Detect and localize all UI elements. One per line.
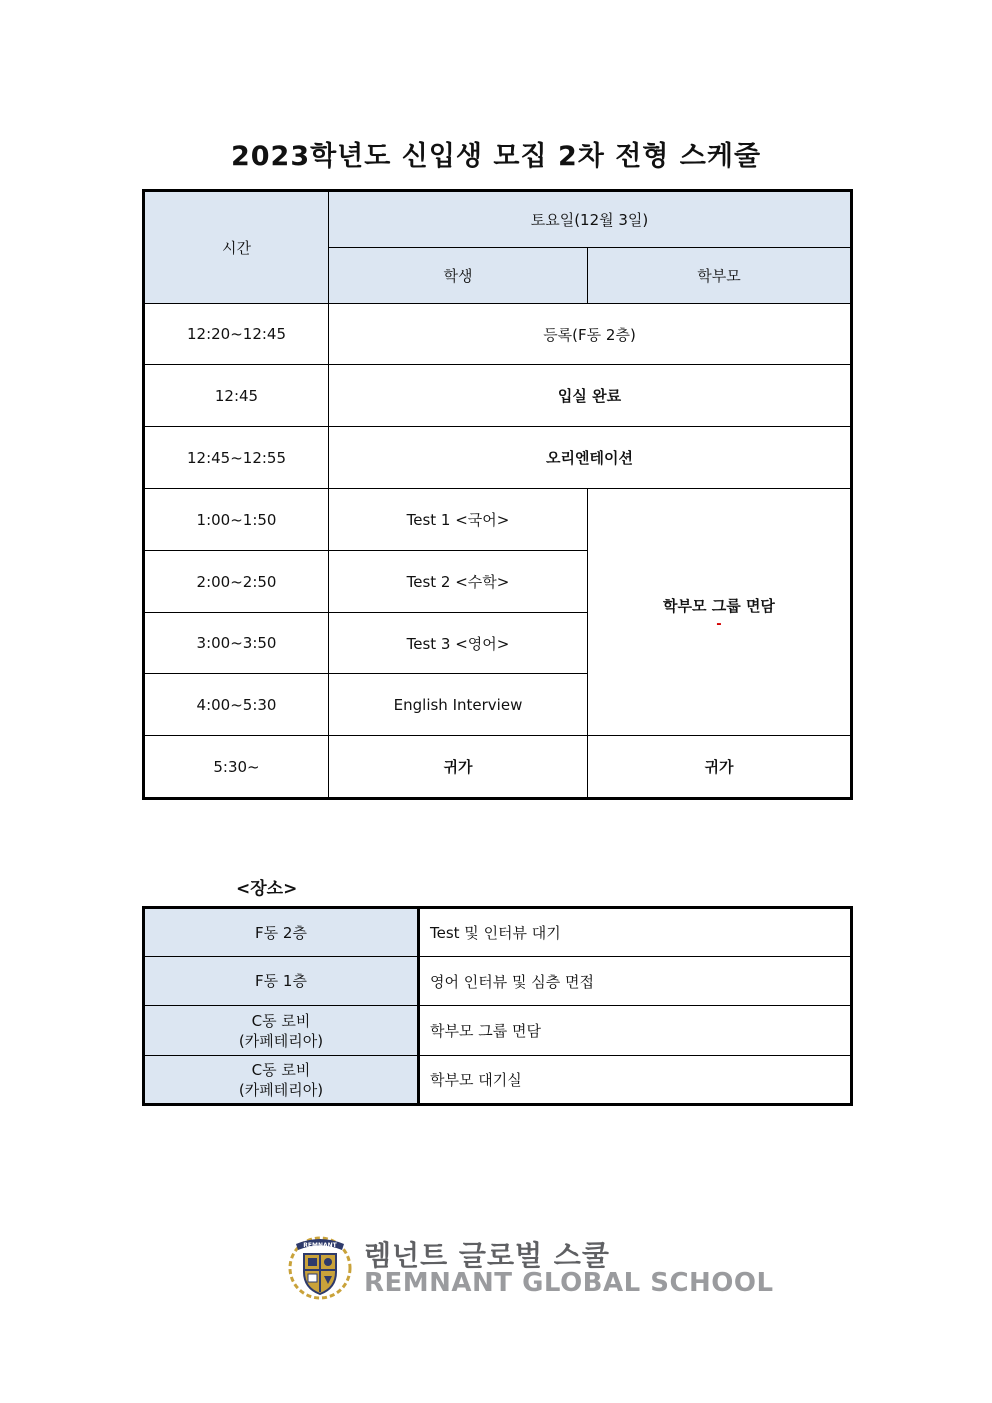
location-place [144,1056,419,1105]
table-row [144,427,852,489]
logo-korean-name: 렘넌트 글로벌 스쿨 [364,1239,610,1272]
location-purpose: 학부모 대기실 [419,1056,852,1105]
table-row [144,908,852,957]
row-activity: 오리엔테이션 [329,427,852,489]
parent-block-label: 학부모 그룹 면담 [663,596,775,615]
row-time: 3:00~3:50 [144,613,329,674]
row-activity: 입실 완료 [329,365,852,427]
header-parent: 학부모 [588,248,852,304]
row-parent: 귀가 [588,736,852,799]
header-time: 시간 [144,191,329,304]
location-place-line2: (카페테리아) [238,1080,324,1099]
parent-group-interview [588,489,852,736]
school-emblem-icon [286,1232,354,1300]
row-time: 4:00~5:30 [144,674,329,736]
row-student: Test 2 <수학> [329,551,588,613]
page-title: 2023학년도 신입생 모집 2차 전형 스케줄 [230,141,762,172]
parent-block-mark: - [716,616,722,632]
row-time: 12:20~12:45 [144,304,329,365]
header-student: 학생 [329,248,588,304]
table-row [144,957,852,1006]
row-time: 2:00~2:50 [144,551,329,613]
header-day: 토요일(12월 3일) [329,191,852,248]
row-time: 12:45~12:55 [144,427,329,489]
location-place: F동 1층 [144,957,419,1006]
table-row [144,304,852,365]
row-time: 12:45 [144,365,329,427]
row-student: English Interview [329,674,588,736]
row-student: Test 3 <영어> [329,613,588,674]
location-purpose: Test 및 인터뷰 대기 [419,908,852,957]
locations-label: <장소> [236,879,298,899]
location-purpose: 영어 인터뷰 및 심층 면접 [419,957,852,1006]
location-place-line1: C동 로비 [251,1060,311,1079]
location-purpose: 학부모 그룹 면담 [419,1006,852,1056]
school-logo [286,1232,776,1302]
emblem-text: REMNANT [303,1242,337,1249]
location-place [144,1006,419,1056]
table-row [144,365,852,427]
logo-english-name: REMNANT GLOBAL SCHOOL [364,1268,774,1298]
table-row [144,489,852,551]
table-row [144,1056,852,1105]
row-student: Test 1 <국어> [329,489,588,551]
locations-table [142,906,853,1106]
row-time: 5:30~ [144,736,329,799]
location-place-line2: (카페테리아) [238,1031,324,1050]
row-student: 귀가 [329,736,588,799]
row-time: 1:00~1:50 [144,489,329,551]
row-activity: 등록(F동 2층) [329,304,852,365]
table-row [144,1006,852,1056]
location-place: F동 2층 [144,908,419,957]
table-row [144,736,852,799]
location-place-line1: C동 로비 [251,1011,311,1030]
schedule-table [142,189,853,800]
